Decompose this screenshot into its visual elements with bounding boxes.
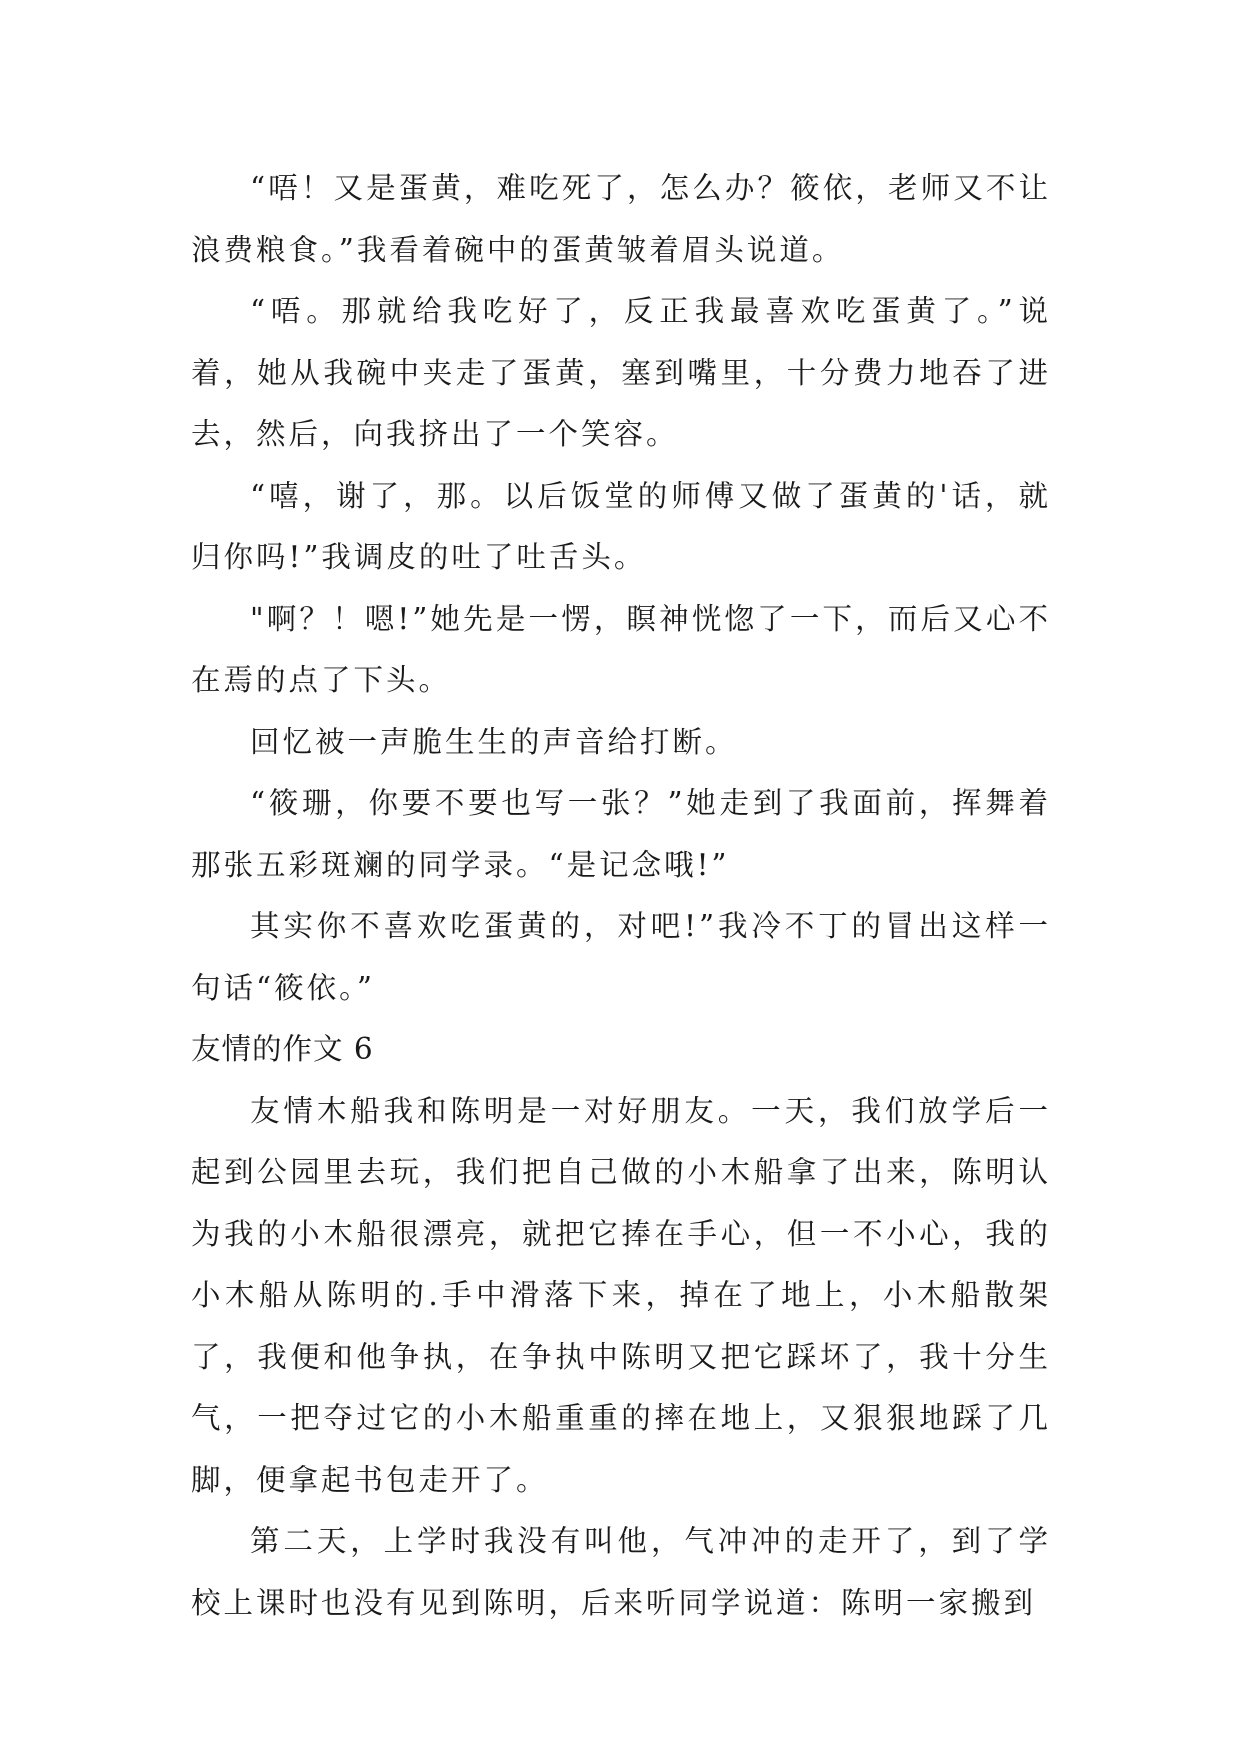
paragraph-3: “嘻，谢了，那。以后饭堂的师傅又做了蛋黄的'话，就归你吗!”我调皮的吐了吐舌头。: [191, 478, 1051, 574]
paragraph-7: 其实你不喜欢吃蛋黄的，对吧!”我冷不丁的冒出这样一句话“筱依。”: [191, 909, 1051, 1005]
paragraph-1: “唔！又是蛋黄，难吃死了，怎么办？筱依，老师又不让浪费粮食。”我看着碗中的蛋黄皱着眉头说道。: [191, 171, 1051, 267]
paragraph-5: 回忆被一声脆生生的声音给打断。: [250, 724, 738, 759]
paragraph-6: “筱珊，你要不要也写一张？”她走到了我面前，挥舞着那张五彩斑斓的同学录。“是记念哦!”: [191, 786, 1051, 882]
section-heading: 友情的作文 6: [191, 1032, 374, 1066]
paragraph-4: "啊？！嗯!”她先是一愣，瞑神恍惚了一下，而后又心不在焉的点了下头。: [191, 601, 1051, 697]
document-body: [191, 158, 1051, 1634]
paragraph-8: 友情木船我和陈明是一对好朋友。一天，我们放学后一起到公园里去玩，我们把自己做的小木船拿了出来，陈明认为我的小木船很漂亮，就把它捧在手心，但一不小心，我的小木船从陈明的.手中滑落下来，掉在了地上，小木船散架了，我便和他争执，在争执中陈明又把它踩坏了，我十分生气，一把夺过它的小木船重重的摔在地上，又狠狠地踩了几脚，便拿起书包走开了。: [191, 1093, 1051, 1497]
paragraph-9: 第二天，上学时我没有叫他，气冲冲的走开了，到了学校上课时也没有见到陈明，后来听同学说道：陈明一家搬到: [191, 1524, 1051, 1620]
paragraph-2: “唔。那就给我吃好了，反正我最喜欢吃蛋黄了。”说着，她从我碗中夹走了蛋黄，塞到嘴里，十分费力地吞了进去，然后，向我挤出了一个笑容。: [191, 294, 1051, 451]
